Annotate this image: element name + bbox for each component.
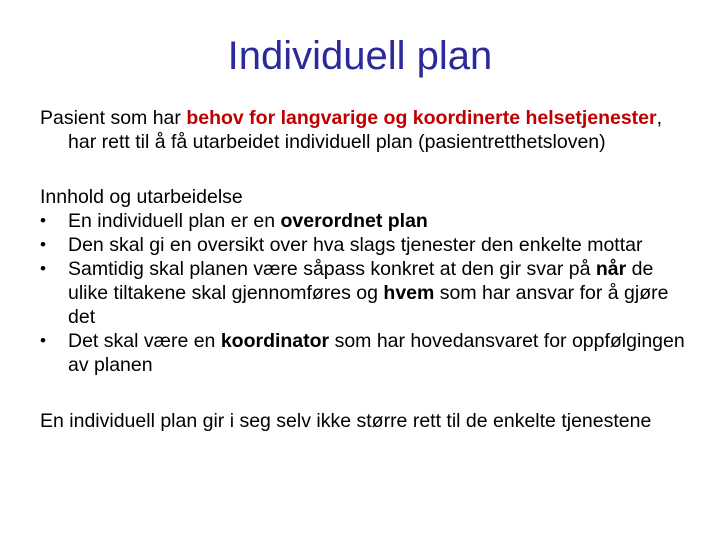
- bullet-icon: •: [40, 211, 46, 230]
- bullet-bold: hvem: [383, 282, 435, 304]
- bullet-item: [40, 257, 690, 329]
- bullet-icon: •: [40, 259, 46, 278]
- bullet-text: Det skal være en: [68, 330, 221, 352]
- bullet-item: [40, 329, 690, 377]
- spacer: [40, 377, 690, 409]
- slide-title: Individuell plan: [227, 34, 493, 78]
- closing-paragraph: En individuell plan gir i seg selv ikke større rett til de enkelte tjenestene: [40, 410, 652, 432]
- bullet-text: som har ansvar for å gjøre det: [68, 282, 669, 328]
- bullet-icon: •: [40, 331, 46, 350]
- bullet-icon: •: [40, 235, 46, 254]
- intro-text-end: , har rett til å få utarbeidet individuell plan (pasientretthetsloven): [68, 107, 663, 153]
- intro-paragraph: [40, 106, 690, 154]
- bullet-bold: koordinator: [220, 330, 330, 352]
- intro-highlight: behov for langvarige og koordinerte helsetjenester: [186, 107, 657, 129]
- slide-body: [40, 106, 690, 433]
- bullet-text: som har hovedansvaret for oppfølgingen av planen: [68, 330, 685, 376]
- section-heading: Innhold og utarbeidelse: [40, 186, 243, 208]
- intro-text-start: Pasient som har: [40, 107, 187, 129]
- bullet-item: [40, 209, 690, 233]
- spacer: [40, 154, 690, 185]
- bullet-text: Samtidig skal planen være såpass konkret at den gir svar på: [68, 258, 596, 280]
- bullet-text: Den skal gi en oversikt over hva slags tjenester den enkelte mottar: [68, 234, 643, 256]
- bullet-text: En individuell plan er en: [68, 210, 281, 232]
- bullet-bold: overordnet plan: [280, 210, 428, 232]
- bullet-text: de ulike tiltakene skal gjennomføres og: [68, 258, 654, 304]
- bullet-item: [40, 233, 690, 257]
- bullet-bold: når: [595, 258, 627, 280]
- bullet-list: [40, 209, 690, 377]
